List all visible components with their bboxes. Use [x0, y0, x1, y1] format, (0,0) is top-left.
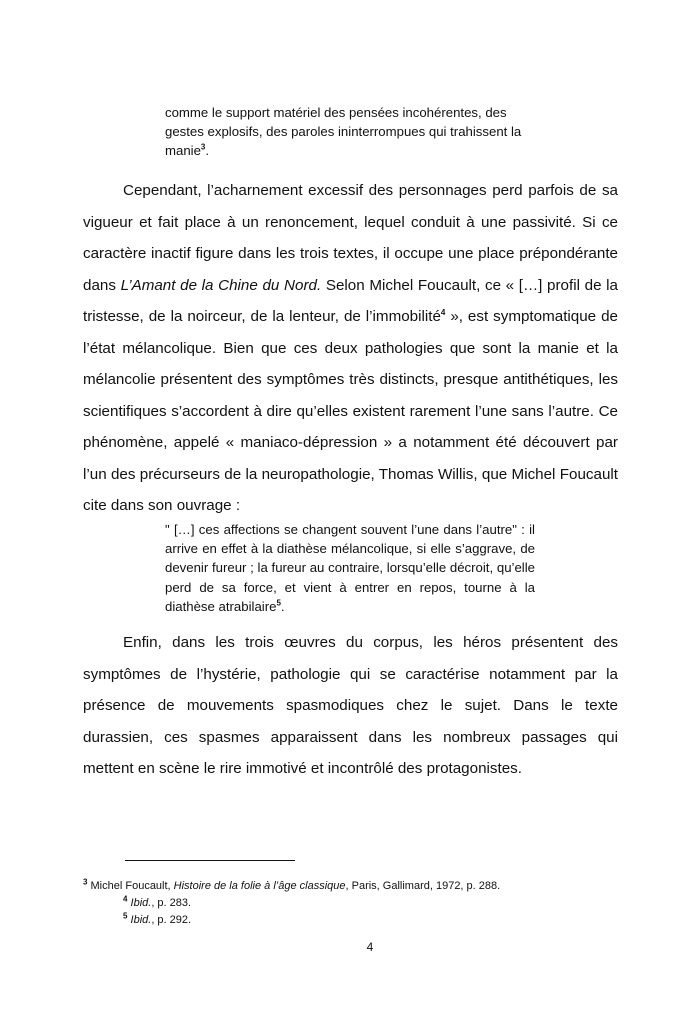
paragraph-1: Cependant, l’acharnement excessif des personnages perd parfois de sa vigueur et fait place à un renoncement, lequel conduit à une passivité. Si ce caractère inactif figure dans les trois textes, il occupe une place prépondérante dans L’Amant de la Chine du Nord. Selon Michel Foucault, ce « […] profil de la tristesse, de la noirceur, de la lenteur, de l’immobilité$^4$ », est symptomatique de l’état mélancolique. Bien que ces deux pathologies que sont la manie et la mélancolie présentent des symptômes très distincts, presque antithétiques, les scientifiques s’accordent à dire qu’elles existent rarement l’une sans l’autre. Ce phénomène, appelé « maniaco-dépression » a notamment été découvert par l’un des précurseurs de la neuropathologie, Thomas Willis, que Michel Foucault cite dans son ouvrage : [83, 182, 618, 514]
footnote-ref-4[interactable]: 4 [440, 307, 446, 317]
block-quote-willis [165, 520, 535, 616]
footnote-3: $^3$ Michel Foucault, Histoire de la folie à l’âge classique, Paris, Gallimard, 1972, p. 288. [83, 877, 501, 892]
footnote-4: $^4$ Ibid., p. 283. [123, 894, 192, 909]
paragraph-2: Enfin, dans les trois œuvres du corpus, les héros présentent des symptômes de l’hystérie, pathologie qui se caractérise notamment par la présence de mouvements spasmodiques chez le sujet. Dans le texte durassien, ces spasmes apparaissent dans les nombreux passages qui mettent en scène le rire immotivé et incontrôlé des protagonistes. [83, 634, 618, 777]
footnote-separator [125, 860, 295, 861]
footnote-ref-3[interactable]: 3 [200, 142, 206, 152]
page-number: 4 [366, 940, 374, 954]
footnotes [83, 878, 643, 929]
footnote-5: $^5$ Ibid., p. 292. [123, 911, 192, 926]
quote-mid-text: " […] ces affections se changent souvent l’une dans l’autre" : il arrive en effet à la diathèse mélancolique, si elle s’aggrave, de devenir fureur ; la fureur au contraire, lorsqu’elle décroit, qu’elle perd de sa force, et vient à entrer en repos, tourne à la diathèse atrabilaire$^5$. [165, 522, 535, 614]
footnote-ref-5[interactable]: 5 [276, 598, 281, 608]
quote-top-text: comme le support matériel des pensées incohérentes, des gestes explosifs, des paroles ininterrompues qui trahissent la manie$^3$. [165, 105, 522, 158]
book-title: L’Amant de la Chine du Nord. [120, 276, 322, 294]
block-quote-top [165, 103, 545, 160]
